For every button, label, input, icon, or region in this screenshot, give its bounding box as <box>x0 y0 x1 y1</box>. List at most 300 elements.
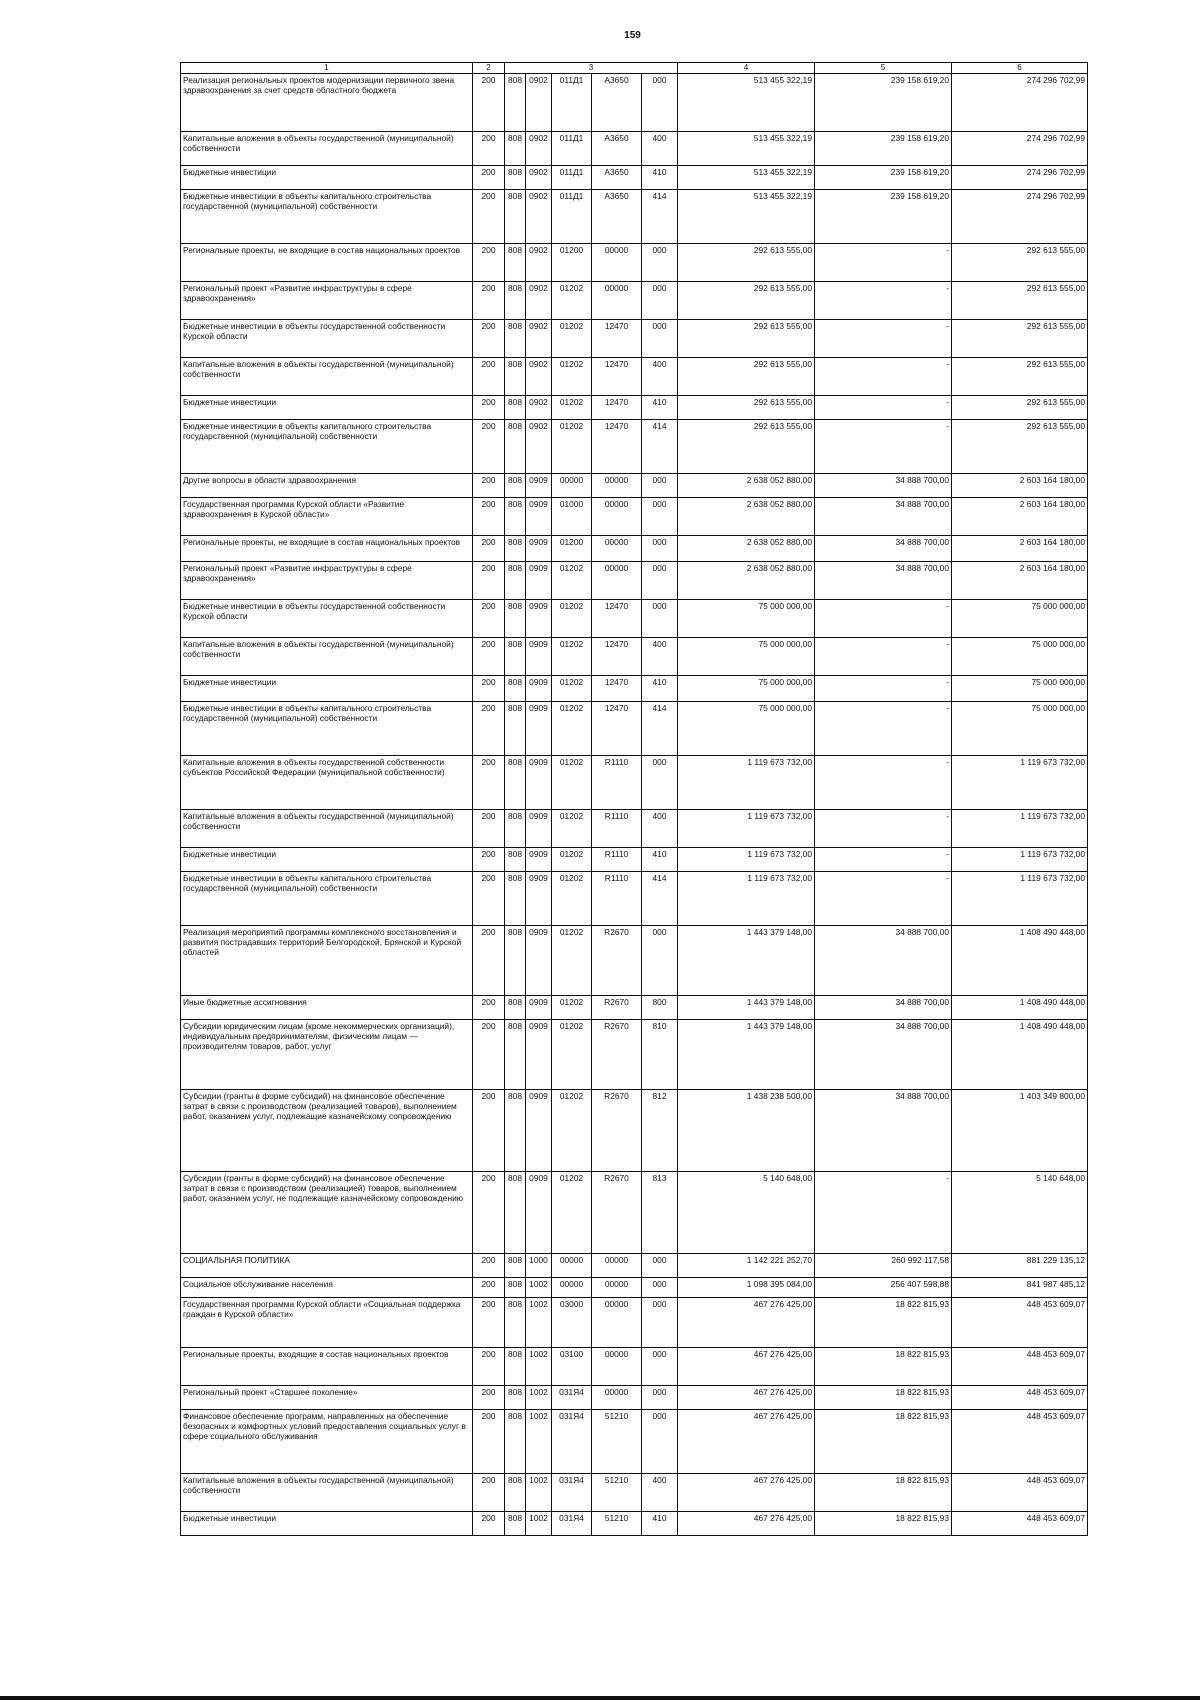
row-name-cell: Региональный проект «Развитие инфраструктуры в сфере здравоохранения» <box>181 561 473 599</box>
row-value-cell: 410 <box>642 1511 678 1535</box>
row-value-cell: 274 296 702,99 <box>952 189 1088 243</box>
row-value-cell: 01202 <box>552 809 592 847</box>
row-value-cell: 18 822 815,93 <box>815 1297 952 1347</box>
table-row <box>181 755 1088 809</box>
row-value-cell: 808 <box>505 1347 526 1385</box>
row-name-cell: Бюджетные инвестиции в объекты капитального строительства государственной (муниципальной) собственности <box>181 701 473 755</box>
table-row <box>181 131 1088 165</box>
row-value-cell: 1 119 673 732,00 <box>952 809 1088 847</box>
row-value-cell: 513 455 322,19 <box>678 73 815 131</box>
row-value-cell: 75 000 000,00 <box>952 701 1088 755</box>
row-value-cell: 292 613 555,00 <box>952 243 1088 281</box>
row-value-cell: 12470 <box>592 319 642 357</box>
row-value-cell: 2 638 052 880,00 <box>678 561 815 599</box>
row-value-cell: 01202 <box>552 755 592 809</box>
row-value-cell: 75 000 000,00 <box>952 637 1088 675</box>
row-value-cell: 1 119 673 732,00 <box>952 871 1088 925</box>
row-value-cell: 841 987 485,12 <box>952 1277 1088 1297</box>
row-name-cell: Другие вопросы в области здравоохранения <box>181 473 473 497</box>
column-header: 5 <box>815 63 952 74</box>
row-value-cell: 200 <box>473 1277 505 1297</box>
row-value-cell: 01202 <box>552 395 592 419</box>
row-value-cell: 00000 <box>552 1277 592 1297</box>
row-value-cell: 808 <box>505 1089 526 1171</box>
row-value-cell: 200 <box>473 535 505 561</box>
row-value-cell: 01200 <box>552 243 592 281</box>
row-value-cell: 200 <box>473 497 505 535</box>
row-value-cell: 00000 <box>592 1253 642 1277</box>
row-value-cell: 12470 <box>592 599 642 637</box>
table-row <box>181 1253 1088 1277</box>
row-value-cell: - <box>815 847 952 871</box>
row-value-cell: 808 <box>505 925 526 995</box>
row-value-cell: 808 <box>505 395 526 419</box>
table-row <box>181 243 1088 281</box>
table-row <box>181 675 1088 701</box>
row-value-cell: 808 <box>505 281 526 319</box>
row-value-cell: 410 <box>642 847 678 871</box>
row-value-cell: 808 <box>505 1277 526 1297</box>
row-value-cell: 34 888 700,00 <box>815 1089 952 1171</box>
row-value-cell: 467 276 425,00 <box>678 1409 815 1473</box>
row-value-cell: 01202 <box>552 675 592 701</box>
row-value-cell: 34 888 700,00 <box>815 535 952 561</box>
row-value-cell: 1 119 673 732,00 <box>678 809 815 847</box>
row-value-cell: 000 <box>642 1347 678 1385</box>
table-row <box>181 319 1088 357</box>
row-value-cell: 881 229 135,12 <box>952 1253 1088 1277</box>
row-value-cell: 0909 <box>526 1171 552 1253</box>
table-row <box>181 1019 1088 1089</box>
row-value-cell: 000 <box>642 755 678 809</box>
row-value-cell: 01202 <box>552 561 592 599</box>
row-name-cell: Социальное обслуживание населения <box>181 1277 473 1297</box>
row-value-cell: 400 <box>642 809 678 847</box>
row-value-cell: 00000 <box>592 497 642 535</box>
row-value-cell: 200 <box>473 131 505 165</box>
row-name-cell: Государственная программа Курской области «Развитие здравоохранения в Курской области» <box>181 497 473 535</box>
row-value-cell: 51210 <box>592 1409 642 1473</box>
row-value-cell: 00000 <box>592 243 642 281</box>
row-value-cell: 2 603 164 180,00 <box>952 535 1088 561</box>
row-value-cell: 18 822 815,93 <box>815 1347 952 1385</box>
row-value-cell: 0909 <box>526 847 552 871</box>
row-name-cell: Региональные проекты, входящие в состав национальных проектов <box>181 1347 473 1385</box>
row-value-cell: 274 296 702,99 <box>952 165 1088 189</box>
row-value-cell: 808 <box>505 1511 526 1535</box>
row-value-cell: 239 158 619,20 <box>815 131 952 165</box>
table-row <box>181 165 1088 189</box>
table-row <box>181 599 1088 637</box>
row-value-cell: 0909 <box>526 1019 552 1089</box>
row-value-cell: 1 119 673 732,00 <box>952 847 1088 871</box>
row-value-cell: 808 <box>505 1171 526 1253</box>
table-row <box>181 473 1088 497</box>
row-value-cell: 239 158 619,20 <box>815 73 952 131</box>
row-value-cell: 200 <box>473 995 505 1019</box>
row-value-cell: - <box>815 419 952 473</box>
row-value-cell: 1 403 349 800,00 <box>952 1089 1088 1171</box>
row-value-cell: 1 119 673 732,00 <box>678 847 815 871</box>
row-value-cell: 200 <box>473 357 505 395</box>
row-value-cell: 2 638 052 880,00 <box>678 497 815 535</box>
row-value-cell: 01202 <box>552 847 592 871</box>
row-value-cell: 808 <box>505 637 526 675</box>
row-value-cell: 200 <box>473 165 505 189</box>
row-value-cell: 75 000 000,00 <box>678 637 815 675</box>
row-value-cell: 808 <box>505 131 526 165</box>
row-name-cell: Бюджетные инвестиции в объекты государственной собственности Курской области <box>181 599 473 637</box>
row-value-cell: 808 <box>505 995 526 1019</box>
row-value-cell: 000 <box>642 1297 678 1347</box>
row-value-cell: 200 <box>473 419 505 473</box>
row-value-cell: 467 276 425,00 <box>678 1473 815 1511</box>
table-row <box>181 497 1088 535</box>
row-value-cell: 00000 <box>592 281 642 319</box>
row-value-cell: 0902 <box>526 357 552 395</box>
row-value-cell: 200 <box>473 561 505 599</box>
row-value-cell: 01202 <box>552 357 592 395</box>
row-value-cell: 808 <box>505 319 526 357</box>
row-value-cell: 031Я4 <box>552 1511 592 1535</box>
row-value-cell: 34 888 700,00 <box>815 561 952 599</box>
row-value-cell: 0909 <box>526 535 552 561</box>
row-value-cell: 1 438 238 500,00 <box>678 1089 815 1171</box>
row-name-cell: Капитальные вложения в объекты государственной (муниципальной) собственности <box>181 1473 473 1511</box>
table-row <box>181 1473 1088 1511</box>
row-value-cell: 400 <box>642 637 678 675</box>
page-bottom-border <box>0 1696 1200 1700</box>
row-value-cell: 200 <box>473 847 505 871</box>
row-value-cell: 00000 <box>592 1277 642 1297</box>
row-value-cell: 200 <box>473 243 505 281</box>
row-value-cell: - <box>815 319 952 357</box>
row-value-cell: 810 <box>642 1019 678 1089</box>
table-row <box>181 395 1088 419</box>
row-value-cell: - <box>815 357 952 395</box>
row-value-cell: 000 <box>642 535 678 561</box>
row-value-cell: 1002 <box>526 1277 552 1297</box>
row-name-cell: Региональные проекты, не входящие в состав национальных проектов <box>181 243 473 281</box>
row-value-cell: 200 <box>473 1511 505 1535</box>
row-value-cell: 448 453 609,07 <box>952 1297 1088 1347</box>
row-value-cell: - <box>815 755 952 809</box>
row-value-cell: 200 <box>473 925 505 995</box>
row-value-cell: 1 098 395 084,00 <box>678 1277 815 1297</box>
row-value-cell: 467 276 425,00 <box>678 1385 815 1409</box>
row-value-cell: 00000 <box>552 1253 592 1277</box>
row-value-cell: 0902 <box>526 131 552 165</box>
row-value-cell: 000 <box>642 281 678 319</box>
row-value-cell: 01202 <box>552 871 592 925</box>
row-value-cell: R1110 <box>592 809 642 847</box>
row-value-cell: R2670 <box>592 995 642 1019</box>
table-row <box>181 1171 1088 1253</box>
row-value-cell: 03000 <box>552 1297 592 1347</box>
row-name-cell: Бюджетные инвестиции в объекты государственной собственности Курской области <box>181 319 473 357</box>
budget-table <box>180 62 1088 1536</box>
row-value-cell: 1 119 673 732,00 <box>678 871 815 925</box>
row-value-cell: 1002 <box>526 1511 552 1535</box>
row-value-cell: R2670 <box>592 1089 642 1171</box>
row-value-cell: 1002 <box>526 1347 552 1385</box>
row-name-cell: Капитальные вложения в объекты государственной собственности субъектов Российской Федерации (муниципальной собственности) <box>181 755 473 809</box>
row-value-cell: 34 888 700,00 <box>815 925 952 995</box>
row-value-cell: 75 000 000,00 <box>678 675 815 701</box>
row-value-cell: 75 000 000,00 <box>678 701 815 755</box>
row-value-cell: 414 <box>642 871 678 925</box>
row-value-cell: 292 613 555,00 <box>678 319 815 357</box>
row-name-cell: Иные бюджетные ассигнования <box>181 995 473 1019</box>
row-value-cell: 410 <box>642 675 678 701</box>
row-value-cell: 0909 <box>526 675 552 701</box>
row-value-cell: 0902 <box>526 281 552 319</box>
row-value-cell: 808 <box>505 535 526 561</box>
row-name-cell: Субсидии (гранты в форме субсидий) на финансовое обеспечение затрат в связи с производством (реализацией) товаров, выполнением работ, оказанием услуг, не подлежащие казначейскому сопровождению <box>181 1171 473 1253</box>
row-value-cell: - <box>815 637 952 675</box>
row-value-cell: 1002 <box>526 1473 552 1511</box>
row-value-cell: 414 <box>642 701 678 755</box>
row-value-cell: 467 276 425,00 <box>678 1297 815 1347</box>
row-value-cell: 12470 <box>592 419 642 473</box>
row-value-cell: 51210 <box>592 1473 642 1511</box>
row-value-cell: 000 <box>642 599 678 637</box>
row-value-cell: 239 158 619,20 <box>815 189 952 243</box>
row-value-cell: 031Я4 <box>552 1473 592 1511</box>
row-value-cell: 200 <box>473 1385 505 1409</box>
row-value-cell: 12470 <box>592 395 642 419</box>
row-value-cell: R1110 <box>592 755 642 809</box>
column-header: 2 <box>473 63 505 74</box>
row-value-cell: 414 <box>642 189 678 243</box>
row-value-cell: 200 <box>473 599 505 637</box>
row-value-cell: - <box>815 395 952 419</box>
row-value-cell: 0909 <box>526 809 552 847</box>
row-value-cell: 34 888 700,00 <box>815 497 952 535</box>
row-value-cell: 000 <box>642 319 678 357</box>
row-value-cell: 200 <box>473 675 505 701</box>
row-value-cell: 513 455 322,19 <box>678 165 815 189</box>
row-value-cell: - <box>815 871 952 925</box>
row-value-cell: 200 <box>473 1253 505 1277</box>
row-value-cell: 000 <box>642 243 678 281</box>
row-value-cell: 292 613 555,00 <box>952 357 1088 395</box>
row-name-cell: Региональный проект «Развитие инфраструктуры в сфере здравоохранения» <box>181 281 473 319</box>
row-value-cell: 200 <box>473 189 505 243</box>
row-value-cell: 000 <box>642 497 678 535</box>
row-value-cell: 808 <box>505 561 526 599</box>
table-row <box>181 995 1088 1019</box>
row-value-cell: 292 613 555,00 <box>952 395 1088 419</box>
row-value-cell: 808 <box>505 243 526 281</box>
row-name-cell: Бюджетные инвестиции <box>181 165 473 189</box>
row-value-cell: 808 <box>505 701 526 755</box>
row-value-cell: 0902 <box>526 419 552 473</box>
row-value-cell: 01202 <box>552 419 592 473</box>
row-value-cell: 2 638 052 880,00 <box>678 473 815 497</box>
row-value-cell: 75 000 000,00 <box>678 599 815 637</box>
row-value-cell: 414 <box>642 419 678 473</box>
row-value-cell: 808 <box>505 1253 526 1277</box>
row-value-cell: 2 638 052 880,00 <box>678 535 815 561</box>
row-value-cell: 808 <box>505 1409 526 1473</box>
row-value-cell: 239 158 619,20 <box>815 165 952 189</box>
row-name-cell: Бюджетные инвестиции в объекты капитального строительства государственной (муниципальной) собственности <box>181 871 473 925</box>
row-value-cell: 808 <box>505 755 526 809</box>
row-value-cell: 200 <box>473 637 505 675</box>
row-value-cell: 1 119 673 732,00 <box>678 755 815 809</box>
row-value-cell: 01200 <box>552 535 592 561</box>
row-value-cell: 18 822 815,93 <box>815 1385 952 1409</box>
row-value-cell: 12470 <box>592 637 642 675</box>
table-header-row <box>181 63 1088 74</box>
row-value-cell: 0909 <box>526 925 552 995</box>
row-value-cell: 000 <box>642 1409 678 1473</box>
row-value-cell: 0902 <box>526 189 552 243</box>
row-value-cell: 808 <box>505 497 526 535</box>
row-value-cell: 0909 <box>526 995 552 1019</box>
row-value-cell: 011Д1 <box>552 73 592 131</box>
row-value-cell: 448 453 609,07 <box>952 1409 1088 1473</box>
row-value-cell: 292 613 555,00 <box>952 281 1088 319</box>
row-value-cell: R2670 <box>592 1171 642 1253</box>
table-row <box>181 637 1088 675</box>
row-value-cell: 5 140 648,00 <box>678 1171 815 1253</box>
row-name-cell: Региональные проекты, не входящие в состав национальных проектов <box>181 535 473 561</box>
row-value-cell: 292 613 555,00 <box>952 319 1088 357</box>
row-value-cell: 00000 <box>592 1347 642 1385</box>
row-value-cell: 200 <box>473 1347 505 1385</box>
row-value-cell: 200 <box>473 1473 505 1511</box>
row-value-cell: 513 455 322,19 <box>678 131 815 165</box>
table-row <box>181 1409 1088 1473</box>
row-value-cell: 00000 <box>592 1385 642 1409</box>
column-header: 6 <box>952 63 1088 74</box>
row-value-cell: 808 <box>505 675 526 701</box>
row-name-cell: Капитальные вложения в объекты государственной (муниципальной) собственности <box>181 357 473 395</box>
row-value-cell: 5 140 648,00 <box>952 1171 1088 1253</box>
row-value-cell: 200 <box>473 755 505 809</box>
row-value-cell: 808 <box>505 1473 526 1511</box>
row-value-cell: 400 <box>642 1473 678 1511</box>
row-value-cell: 18 822 815,93 <box>815 1473 952 1511</box>
row-value-cell: 400 <box>642 357 678 395</box>
row-value-cell: 000 <box>642 1253 678 1277</box>
row-value-cell: 200 <box>473 809 505 847</box>
row-value-cell: 274 296 702,99 <box>952 73 1088 131</box>
row-value-cell: 0902 <box>526 319 552 357</box>
row-value-cell: 292 613 555,00 <box>678 281 815 319</box>
row-value-cell: 1002 <box>526 1409 552 1473</box>
row-value-cell: А3650 <box>592 189 642 243</box>
row-value-cell: 808 <box>505 599 526 637</box>
row-name-cell: Бюджетные инвестиции в объекты капитального строительства государственной (муниципальной) собственности <box>181 189 473 243</box>
row-value-cell: 01202 <box>552 701 592 755</box>
table-row <box>181 419 1088 473</box>
row-value-cell: 011Д1 <box>552 165 592 189</box>
row-value-cell: 00000 <box>552 473 592 497</box>
row-value-cell: 000 <box>642 1277 678 1297</box>
row-value-cell: 0909 <box>526 637 552 675</box>
row-value-cell: 1 408 490 448,00 <box>952 1019 1088 1089</box>
table-row <box>181 1089 1088 1171</box>
row-value-cell: 200 <box>473 395 505 419</box>
row-value-cell: 2 603 164 180,00 <box>952 561 1088 599</box>
row-value-cell: 808 <box>505 473 526 497</box>
row-value-cell: 34 888 700,00 <box>815 473 952 497</box>
row-value-cell: R1110 <box>592 847 642 871</box>
row-value-cell: 0902 <box>526 395 552 419</box>
row-value-cell: 0909 <box>526 599 552 637</box>
row-value-cell: - <box>815 675 952 701</box>
row-name-cell: Субсидии юридическим лицам (кроме некоммерческих организаций), индивидуальным предпринимателям, физическим лицам — производителям товаров, работ, услуг <box>181 1019 473 1089</box>
row-name-cell: Финансовое обеспечение программ, направленных на обеспечение безопасных и комфортных условий предоставления социальных услуг в сфере социального обслуживания <box>181 1409 473 1473</box>
row-value-cell: 260 992 117,58 <box>815 1253 952 1277</box>
row-value-cell: 01202 <box>552 995 592 1019</box>
row-value-cell: 513 455 322,19 <box>678 189 815 243</box>
row-value-cell: 01202 <box>552 599 592 637</box>
table-row <box>181 847 1088 871</box>
row-value-cell: 808 <box>505 1297 526 1347</box>
table-row <box>181 281 1088 319</box>
row-value-cell: - <box>815 809 952 847</box>
row-name-cell: Реализация мероприятий программы комплексного восстановления и развития пострадавших территорий Белгородской, Брянской и Курской областей <box>181 925 473 995</box>
row-value-cell: 01000 <box>552 497 592 535</box>
row-value-cell: 1 408 490 448,00 <box>952 925 1088 995</box>
row-value-cell: - <box>815 599 952 637</box>
row-value-cell: 808 <box>505 847 526 871</box>
row-value-cell: 292 613 555,00 <box>678 419 815 473</box>
row-value-cell: 01202 <box>552 281 592 319</box>
row-value-cell: 292 613 555,00 <box>952 419 1088 473</box>
table-row <box>181 1511 1088 1535</box>
row-value-cell: R2670 <box>592 925 642 995</box>
row-value-cell: 200 <box>473 73 505 131</box>
row-value-cell: 01202 <box>552 925 592 995</box>
row-value-cell: 808 <box>505 871 526 925</box>
table-row <box>181 1385 1088 1409</box>
row-value-cell: 1 142 221 252,70 <box>678 1253 815 1277</box>
row-value-cell: 0902 <box>526 73 552 131</box>
row-value-cell: - <box>815 701 952 755</box>
row-value-cell: 34 888 700,00 <box>815 1019 952 1089</box>
row-value-cell: - <box>815 1171 952 1253</box>
row-value-cell: 000 <box>642 1385 678 1409</box>
table-row <box>181 809 1088 847</box>
row-value-cell: 292 613 555,00 <box>678 357 815 395</box>
table-row <box>181 357 1088 395</box>
row-value-cell: 410 <box>642 395 678 419</box>
row-value-cell: 03100 <box>552 1347 592 1385</box>
row-value-cell: 34 888 700,00 <box>815 995 952 1019</box>
table-row <box>181 535 1088 561</box>
row-value-cell: 18 822 815,93 <box>815 1511 952 1535</box>
row-value-cell: 1 408 490 448,00 <box>952 995 1088 1019</box>
row-value-cell: 292 613 555,00 <box>678 243 815 281</box>
row-value-cell: 0902 <box>526 165 552 189</box>
row-name-cell: Капитальные вложения в объекты государственной (муниципальной) собственности <box>181 131 473 165</box>
row-value-cell: 01202 <box>552 1089 592 1171</box>
row-value-cell: 292 613 555,00 <box>678 395 815 419</box>
row-value-cell: 448 453 609,07 <box>952 1473 1088 1511</box>
row-value-cell: А3650 <box>592 165 642 189</box>
row-value-cell: 467 276 425,00 <box>678 1511 815 1535</box>
row-value-cell: 031Я4 <box>552 1385 592 1409</box>
row-value-cell: 0909 <box>526 561 552 599</box>
row-value-cell: 808 <box>505 1385 526 1409</box>
row-value-cell: 12470 <box>592 675 642 701</box>
row-value-cell: 011Д1 <box>552 189 592 243</box>
